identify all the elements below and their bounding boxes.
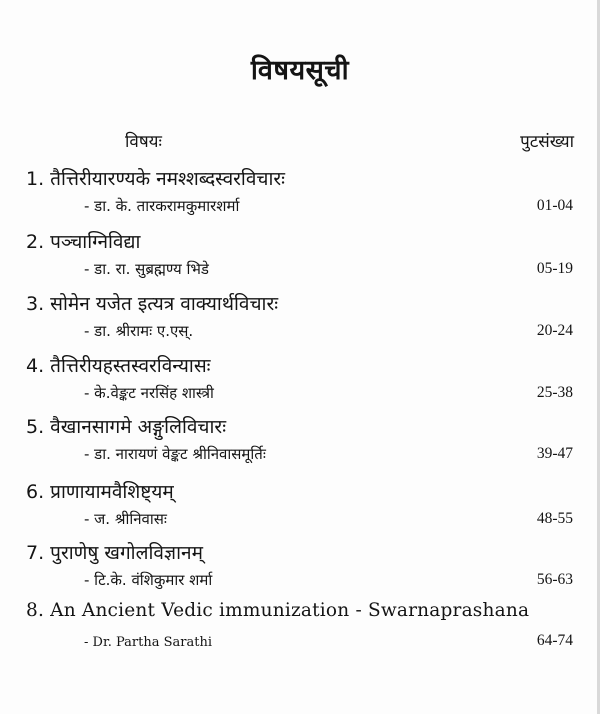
entry-author: - Dr. Partha Sarathi [84,635,212,650]
entry-title: 3. सोमेन यजेत इत्यत्र वाक्यार्थविचारः [26,293,279,315]
entry-author: - डा. नारायणं वेङ्कट श्रीनिवासमूर्तिः [84,445,266,463]
entry-title: 4. तैत्तिरीयहस्तस्वरविन्यासः [26,355,211,377]
entry-author: - ज. श्रीनिवासः [84,510,167,528]
entry-page-range: 05-19 [536,260,573,277]
entry-title: 1. तैत्तिरीयारण्यके नमश्शब्दस्वरविचारः [26,168,285,190]
toc-entry-5 [0,413,600,471]
entry-author: - के.वेङ्कट नरसिंह शास्त्री [84,384,214,402]
entry-page-range: 56-63 [536,571,573,588]
page-title: विषयसूची [250,55,350,86]
entry-page-range: 48-55 [536,510,573,527]
toc-entry-4 [0,352,600,410]
entry-title: 7. पुराणेषु खगोलविज्ञानम् [26,542,203,564]
entry-title: 8. An Ancient Vedic immunization - Swarnaprashana [26,600,530,621]
toc-entry-3 [0,290,600,348]
entry-author: - डा. रा. सुब्रह्मण्य भिडे [84,260,209,278]
pages-column-header: पुटसंख्या [520,132,574,152]
entry-page-range: 20-24 [536,322,573,339]
entry-page-range: 25-38 [536,384,573,401]
toc-entry-1 [0,165,600,223]
subject-column-header: विषयः [125,132,162,152]
entry-title: 6. प्राणायामवैशिष्ट्यम् [26,481,174,503]
entry-page-range: 39-47 [536,445,573,462]
entry-title: 5. वैखानसागमे अङ्गुलिविचारः [26,416,227,438]
entry-title: 2. पञ्चाग्निविद्या [26,231,141,253]
toc-entry-7 [0,539,600,597]
entry-page-range: 01-04 [536,197,573,214]
entry-author: - टि.के. वंशिकुमार शर्मा [84,571,213,589]
entry-author: - डा. श्रीरामः ए.एस्. [84,322,194,340]
toc-entry-8 [0,600,600,658]
entry-author: - डा. के. तारकरामकुमारशर्मा [84,197,240,215]
entry-page-range: 64-74 [536,632,573,649]
toc-entry-6 [0,478,600,536]
toc-entry-2 [0,228,600,286]
